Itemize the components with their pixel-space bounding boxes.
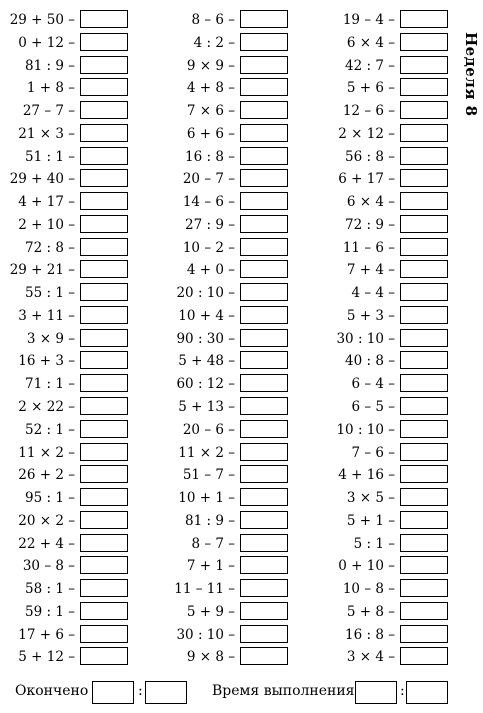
answer-box[interactable] xyxy=(80,443,128,461)
exercise-expression: 29 + 21 – xyxy=(9,262,75,279)
exercise-expression: 3 × 4 – xyxy=(346,649,395,666)
answer-box[interactable] xyxy=(400,238,448,256)
exercise-expression: 21 × 3 – xyxy=(18,125,75,142)
exercise-expression: 7 + 4 – xyxy=(346,262,395,279)
answer-box[interactable] xyxy=(240,329,288,347)
answer-box[interactable] xyxy=(80,147,128,165)
answer-box[interactable] xyxy=(400,534,448,552)
exercise-expression: 27 : 9 – xyxy=(185,216,235,233)
exercise-expression: 29 + 40 – xyxy=(9,171,75,188)
exercise-expression: 4 + 17 – xyxy=(18,194,75,211)
exercise-expression: 14 – 6 – xyxy=(182,194,235,211)
answer-box[interactable] xyxy=(240,488,288,506)
answer-box[interactable] xyxy=(400,374,448,392)
exercise-expression: 10 : 10 – xyxy=(336,421,395,438)
exercise-expression: 52 : 1 – xyxy=(25,421,75,438)
time-label: Время выполнения xyxy=(212,683,355,699)
answer-box[interactable] xyxy=(80,56,128,74)
answer-box[interactable] xyxy=(80,420,128,438)
answer-box[interactable] xyxy=(240,56,288,74)
answer-box[interactable] xyxy=(80,329,128,347)
time-separator: : xyxy=(400,683,405,699)
exercise-expression: 0 + 12 – xyxy=(18,34,75,51)
exercise-expression: 10 + 1 – xyxy=(178,490,235,507)
answer-box[interactable] xyxy=(80,397,128,415)
answer-box[interactable] xyxy=(240,147,288,165)
exercise-expression: 2 + 10 – xyxy=(18,216,75,233)
answer-box[interactable] xyxy=(80,215,128,233)
answer-box[interactable] xyxy=(400,511,448,529)
exercise-expression: 5 + 8 – xyxy=(346,603,395,620)
exercise-expression: 12 – 6 – xyxy=(342,103,395,120)
exercise-expression: 6 + 17 – xyxy=(338,171,395,188)
exercise-expression: 29 + 50 – xyxy=(9,12,75,28)
exercise-expression: 5 : 1 – xyxy=(353,535,395,552)
answer-box[interactable] xyxy=(80,283,128,301)
answer-box[interactable] xyxy=(240,33,288,51)
exercise-expression: 20 – 6 – xyxy=(182,421,235,438)
exercise-expression: 81 : 9 – xyxy=(185,512,235,529)
answer-box[interactable] xyxy=(240,465,288,483)
exercise-expression: 6 – 4 – xyxy=(351,376,395,393)
exercise-expression: 19 – 4 – xyxy=(342,12,395,28)
answer-box[interactable] xyxy=(80,260,128,278)
answer-box[interactable] xyxy=(80,647,128,665)
exercise-expression: 20 × 2 – xyxy=(18,512,75,529)
finished-minutes-box[interactable] xyxy=(92,681,134,704)
exercise-expression: 5 + 48 – xyxy=(178,353,235,370)
exercise-expression: 30 : 10 – xyxy=(176,626,235,643)
exercise-expression: 11 × 2 – xyxy=(178,444,235,461)
answer-box[interactable] xyxy=(240,647,288,665)
exercise-expression: 16 : 8 – xyxy=(345,626,395,643)
exercise-expression: 58 : 1 – xyxy=(25,581,75,598)
exercise-expression: 16 : 8 – xyxy=(185,148,235,165)
answer-box[interactable] xyxy=(240,602,288,620)
answer-box[interactable] xyxy=(400,443,448,461)
exercise-expression: 81 : 9 – xyxy=(25,57,75,74)
answer-box[interactable] xyxy=(80,238,128,256)
answer-box[interactable] xyxy=(240,420,288,438)
answer-box[interactable] xyxy=(80,511,128,529)
exercise-expression: 5 + 9 – xyxy=(186,603,235,620)
exercise-expression: 3 × 5 – xyxy=(346,490,395,507)
exercise-expression: 7 – 6 – xyxy=(351,444,395,461)
answer-box[interactable] xyxy=(240,306,288,324)
answer-box[interactable] xyxy=(80,579,128,597)
exercise-expression: 59 : 1 – xyxy=(25,603,75,620)
answer-box[interactable] xyxy=(80,124,128,142)
exercise-expression: 10 + 4 – xyxy=(178,307,235,324)
answer-box[interactable] xyxy=(240,260,288,278)
answer-box[interactable] xyxy=(240,169,288,187)
exercise-expression: 40 : 8 – xyxy=(345,353,395,370)
exercise-expression: 51 – 7 – xyxy=(182,467,235,484)
answer-box[interactable] xyxy=(400,101,448,119)
exercise-expression: 26 + 2 – xyxy=(18,467,75,484)
exercise-expression: 5 + 13 – xyxy=(178,399,235,416)
answer-box[interactable] xyxy=(80,488,128,506)
answer-box[interactable] xyxy=(240,238,288,256)
exercise-expression: 11 – 6 – xyxy=(342,239,395,256)
answer-box[interactable] xyxy=(80,306,128,324)
answer-box[interactable] xyxy=(80,78,128,96)
answer-box[interactable] xyxy=(400,78,448,96)
answer-box[interactable] xyxy=(80,101,128,119)
time-minutes-box[interactable] xyxy=(355,681,397,704)
answer-box[interactable] xyxy=(400,215,448,233)
exercise-expression: 6 × 4 – xyxy=(346,194,395,211)
exercise-expression: 55 : 1 – xyxy=(25,285,75,302)
answer-box[interactable] xyxy=(400,192,448,210)
exercise-expression: 5 + 12 – xyxy=(18,649,75,666)
answer-box[interactable] xyxy=(240,10,288,28)
time-seconds-box[interactable] xyxy=(406,681,448,704)
exercise-expression: 16 + 3 – xyxy=(18,353,75,370)
exercise-expression: 95 : 1 – xyxy=(25,490,75,507)
answer-box[interactable] xyxy=(400,283,448,301)
exercise-expression: 8 – 7 – xyxy=(191,535,235,552)
answer-box[interactable] xyxy=(400,647,448,665)
answer-box[interactable] xyxy=(400,625,448,643)
answer-box[interactable] xyxy=(240,215,288,233)
exercise-expression: 3 × 9 – xyxy=(26,330,75,347)
answer-box[interactable] xyxy=(80,169,128,187)
answer-box[interactable] xyxy=(240,534,288,552)
answer-box[interactable] xyxy=(400,397,448,415)
answer-box[interactable] xyxy=(240,443,288,461)
answer-box[interactable] xyxy=(80,33,128,51)
exercise-expression: 20 – 7 – xyxy=(182,171,235,188)
exercise-expression: 11 – 11 – xyxy=(174,581,235,598)
answer-box[interactable] xyxy=(80,465,128,483)
answer-box[interactable] xyxy=(240,556,288,574)
answer-box[interactable] xyxy=(80,351,128,369)
answer-box[interactable] xyxy=(400,10,448,28)
answer-box[interactable] xyxy=(400,33,448,51)
exercise-expression: 6 + 6 – xyxy=(186,125,235,142)
exercise-expression: 11 × 2 – xyxy=(18,444,75,461)
exercise-expression: 0 + 10 – xyxy=(338,558,395,575)
answer-box[interactable] xyxy=(80,374,128,392)
exercise-expression: 4 + 8 – xyxy=(186,80,235,97)
finished-label: Окончено xyxy=(15,683,89,699)
exercise-expression: 90 : 30 – xyxy=(176,330,235,347)
exercise-expression: 7 × 6 – xyxy=(186,103,235,120)
exercise-expression: 5 + 1 – xyxy=(346,512,395,529)
week-label: Неделя 8 xyxy=(462,32,480,117)
answer-box[interactable] xyxy=(240,625,288,643)
exercise-expression: 60 : 12 – xyxy=(176,376,235,393)
answer-box[interactable] xyxy=(240,351,288,369)
answer-box[interactable] xyxy=(240,101,288,119)
answer-box[interactable] xyxy=(240,192,288,210)
exercise-expression: 22 + 4 – xyxy=(18,535,75,552)
exercise-expression: 9 × 9 – xyxy=(186,57,235,74)
exercise-expression: 8 – 6 – xyxy=(191,12,235,28)
exercise-expression: 4 : 2 – xyxy=(193,34,235,51)
exercise-expression: 5 + 3 – xyxy=(346,307,395,324)
exercise-expression: 4 + 16 – xyxy=(338,467,395,484)
answer-box[interactable] xyxy=(240,397,288,415)
exercise-expression: 42 : 7 – xyxy=(345,57,395,74)
answer-box[interactable] xyxy=(400,465,448,483)
exercise-expression: 30 – 8 – xyxy=(22,558,75,575)
exercise-expression: 17 + 6 – xyxy=(18,626,75,643)
answer-box[interactable] xyxy=(80,556,128,574)
exercise-expression: 1 + 8 – xyxy=(26,80,75,97)
exercise-expression: 5 + 6 – xyxy=(346,80,395,97)
exercise-expression: 6 × 4 – xyxy=(346,34,395,51)
answer-box[interactable] xyxy=(240,511,288,529)
answer-box[interactable] xyxy=(400,556,448,574)
answer-box[interactable] xyxy=(400,260,448,278)
answer-box[interactable] xyxy=(400,169,448,187)
answer-box[interactable] xyxy=(400,124,448,142)
answer-box[interactable] xyxy=(400,56,448,74)
exercise-expression: 20 : 10 – xyxy=(176,285,235,302)
answer-box[interactable] xyxy=(400,602,448,620)
exercise-expression: 71 : 1 – xyxy=(25,376,75,393)
exercise-expression: 72 : 8 – xyxy=(25,239,75,256)
exercise-expression: 51 : 1 – xyxy=(25,148,75,165)
exercise-expression: 4 – 4 – xyxy=(351,285,395,302)
exercise-expression: 72 : 9 – xyxy=(345,216,395,233)
exercise-expression: 6 – 5 – xyxy=(351,399,395,416)
finished-separator: : xyxy=(138,683,143,699)
answer-box[interactable] xyxy=(80,625,128,643)
answer-box[interactable] xyxy=(80,534,128,552)
answer-box[interactable] xyxy=(400,488,448,506)
answer-box[interactable] xyxy=(240,124,288,142)
answer-box[interactable] xyxy=(240,579,288,597)
exercise-expression: 10 – 2 – xyxy=(182,239,235,256)
answer-box[interactable] xyxy=(400,579,448,597)
exercise-expression: 56 : 8 – xyxy=(345,148,395,165)
exercise-expression: 4 + 0 – xyxy=(186,262,235,279)
answer-box[interactable] xyxy=(400,306,448,324)
exercise-expression: 3 + 11 – xyxy=(18,307,75,324)
finished-seconds-box[interactable] xyxy=(145,681,187,704)
answer-box[interactable] xyxy=(80,192,128,210)
answer-box[interactable] xyxy=(240,374,288,392)
exercise-expression: 2 × 12 – xyxy=(338,125,395,142)
exercise-expression: 7 + 1 – xyxy=(186,558,235,575)
answer-box[interactable] xyxy=(400,420,448,438)
answer-box[interactable] xyxy=(240,78,288,96)
answer-box[interactable] xyxy=(240,283,288,301)
exercise-expression: 30 : 10 – xyxy=(336,330,395,347)
exercise-expression: 10 – 8 – xyxy=(342,581,395,598)
exercise-expression: 9 × 8 – xyxy=(186,649,235,666)
answer-box[interactable] xyxy=(400,329,448,347)
exercise-expression: 27 – 7 – xyxy=(22,103,75,120)
exercise-expression: 2 × 22 – xyxy=(18,399,75,416)
answer-box[interactable] xyxy=(80,602,128,620)
answer-box[interactable] xyxy=(80,10,128,28)
answer-box[interactable] xyxy=(400,147,448,165)
answer-box[interactable] xyxy=(400,351,448,369)
footer xyxy=(0,680,483,706)
